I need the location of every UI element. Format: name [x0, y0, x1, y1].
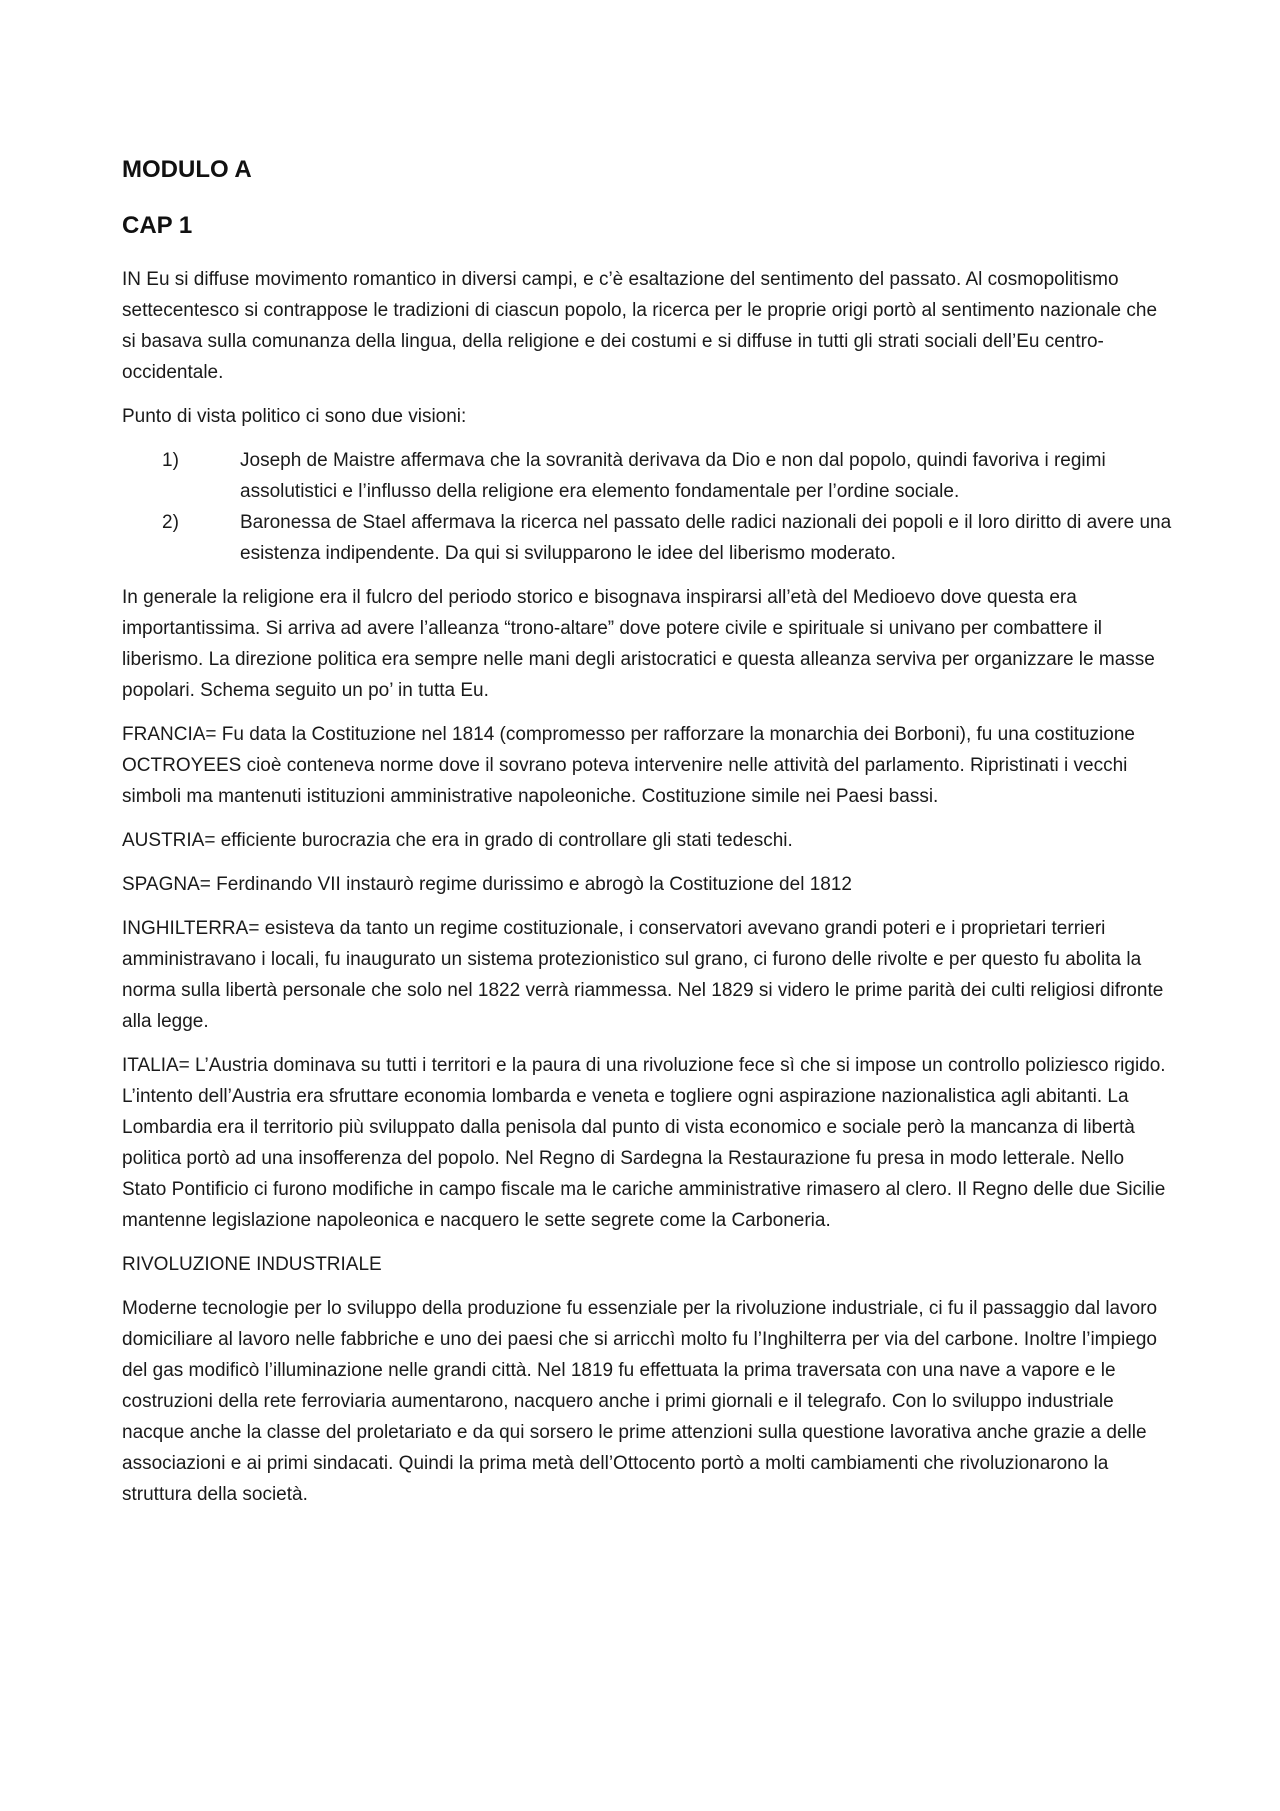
module-title: MODULO A: [122, 156, 252, 183]
list-item: [162, 507, 1172, 569]
document-body: [122, 152, 1172, 1523]
list-item-number: 2): [162, 512, 179, 533]
political-intro-paragraph: Punto di vista politico ci sono due visioni:: [122, 406, 467, 427]
francia-paragraph: FRANCIA= Fu data la Costituzione nel 1814 (compromesso per rafforzare la monarchia dei Borboni), fu una costituzione OCTROYEES cioè conteneva norme dove il sovrano poteva intervenire nelle attività del parlamento. Ripristinati i vecchi simboli ma mantenuti istituzioni amministrative napoleoniche. Costituzione simile nei Paesi bassi.: [122, 724, 1135, 807]
list-item-text: Joseph de Maistre affermava che la sovranità derivava da Dio e non dal popolo, quindi favoriva i regimi assolutistici e l’influsso della religione era elemento fondamentale per l’ordine sociale.: [240, 450, 1106, 502]
religion-paragraph: In generale la religione era il fulcro del periodo storico e bisognava inspirarsi all’età del Medioevo dove questa era importantissima. Si arriva ad avere l’alleanza “trono-altare” dove potere civile e spirituale si univano per combattere il liberismo. La direzione politica era sempre nelle mani degli aristocratici e questa alleanza serviva per organizzare le masse popolari. Schema seguito un po’ in tutta Eu.: [122, 587, 1155, 701]
list-item-text: Baronessa de Stael affermava la ricerca nel passato delle radici nazionali dei popoli e il loro diritto di avere una esistenza indipendente. Da qui si svilupparono le idee del liberismo moderato.: [240, 512, 1172, 564]
austria-paragraph: AUSTRIA= efficiente burocrazia che era in grado di controllare gli stati tedeschi.: [122, 830, 793, 851]
inghilterra-paragraph: INGHILTERRA= esisteva da tanto un regime costituzionale, i conservatori avevano grandi poteri e i proprietari terrieri amministravano i locali, fu inaugurato un sistema protezionistico sul grano, ci furono delle rivolte e per questo fu abolita la norma sulla libertà personale che solo nel 1822 verrà riammessa. Nel 1829 si videro le prime parità dei culti religiosi difronte alla legge.: [122, 918, 1164, 1032]
list-item: [162, 445, 1172, 507]
chapter-title: CAP 1: [122, 212, 193, 239]
spagna-paragraph: SPAGNA= Ferdinando VII instaurò regime durissimo e abrogò la Costituzione del 1812: [122, 874, 852, 895]
italia-paragraph: ITALIA= L’Austria dominava su tutti i territori e la paura di una rivoluzione fece sì che si impose un controllo poliziesco rigido. L’intento dell’Austria era sfruttare economia lombarda e veneta e togliere ogni aspirazione nazionalistica agli abitanti. La Lombardia era il territorio più sviluppato dalla penisola dal punto di vista economico e sociale però la mancanza di libertà politica portò ad una insofferenza del popolo. Nel Regno di Sardegna la Restaurazione fu presa in modo letterale. Nello Stato Pontificio ci furono modifiche in campo fiscale ma le cariche amministrative rimasero al clero. Il Regno delle due Sicilie mantenne legislazione napoleonica e nacquero le sette segrete come la Carboneria.: [122, 1055, 1166, 1231]
intro-paragraph: IN Eu si diffuse movimento romantico in diversi campi, e c’è esaltazione del sentimento del passato. Al cosmopolitismo settecentesco si contrappose le tradizioni di ciascun popolo, la ricerca per le proprie origi portò al sentimento nazionale che si basava sulla comunanza della lingua, della religione e dei costumi e si diffuse in tutti gli strati sociali dell’Eu centro-occidentale.: [122, 269, 1158, 383]
visions-list: [122, 445, 1172, 569]
industrial-heading: RIVOLUZIONE INDUSTRIALE: [122, 1254, 382, 1275]
industrial-paragraph: Moderne tecnologie per lo sviluppo della produzione fu essenziale per la rivoluzione industriale, ci fu il passaggio dal lavoro domiciliare al lavoro nelle fabbriche e uno dei paesi che si arricchì molto fu l’Inghilterra per via del carbone. Inoltre l’impiego del gas modificò l’illuminazione nelle grandi città. Nel 1819 fu effettuata la prima traversata con una nave a vapore e le costruzioni della rete ferroviaria aumentarono, nacquero anche i primi giornali e il telegrafo. Con lo sviluppo industriale nacque anche la classe del proletariato e da qui sorsero le prime attenzioni sulla questione lavorativa anche grazie a delle associazioni e ai primi sindacati. Quindi la prima metà dell’Ottocento portò a molti cambiamenti che rivoluzionarono la struttura della società.: [122, 1298, 1158, 1505]
list-item-number: 1): [162, 450, 179, 471]
